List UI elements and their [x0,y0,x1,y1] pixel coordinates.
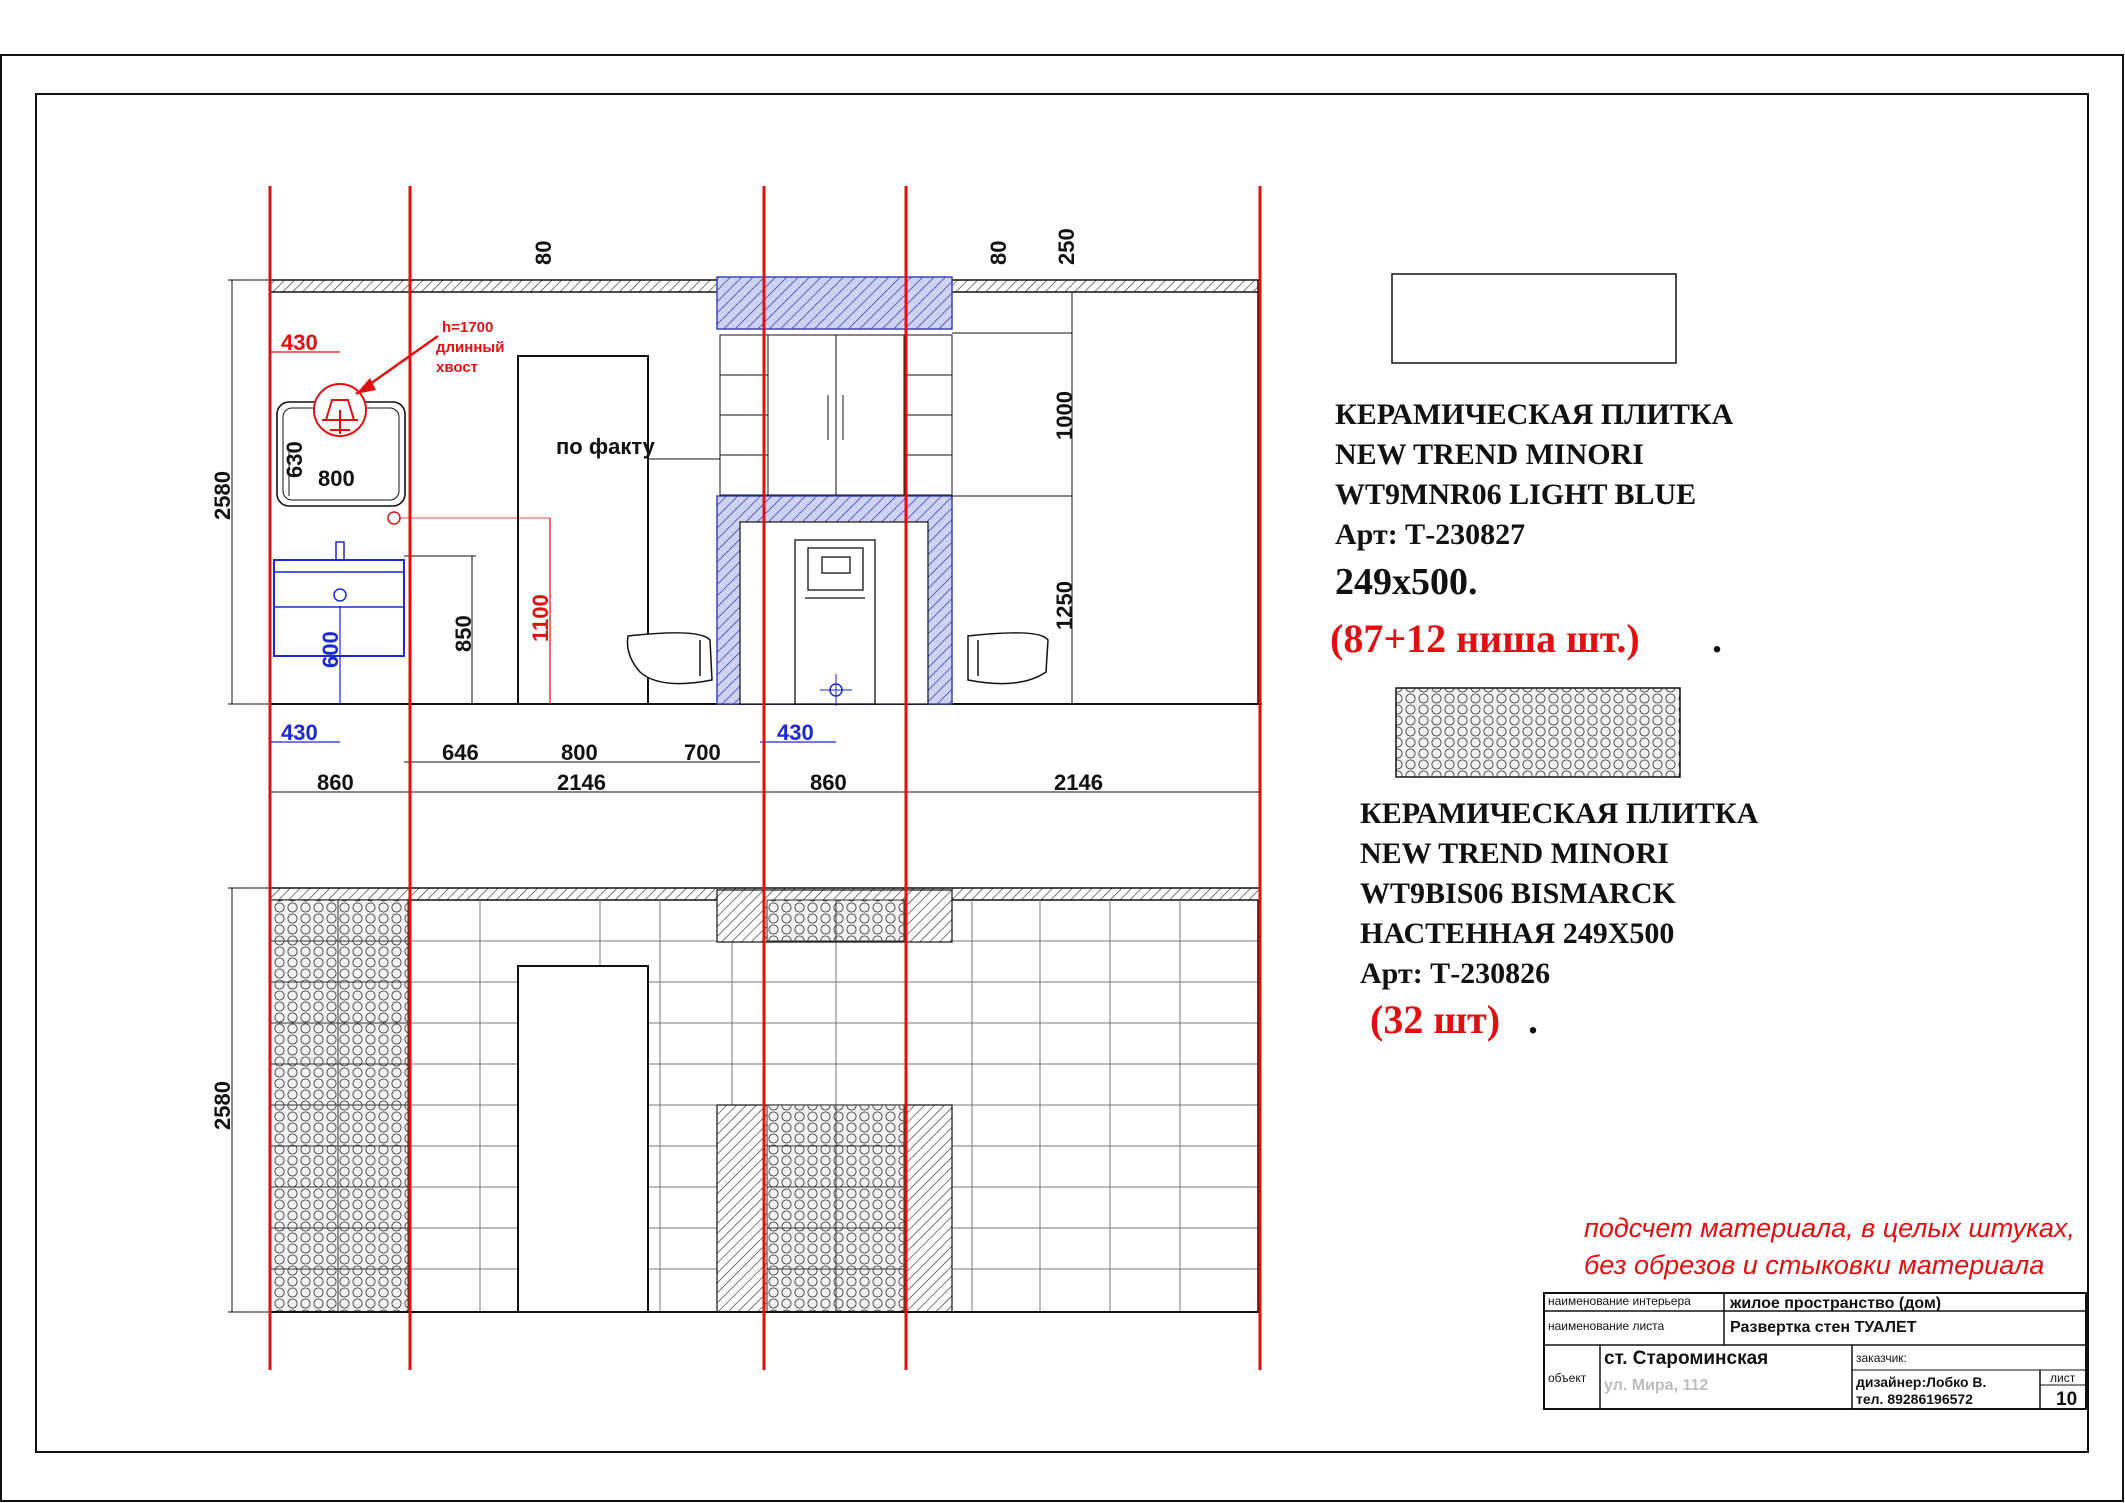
dim-1100: 1100 [528,594,553,642]
dim-700: 700 [684,740,721,765]
dim-800: 800 [561,740,598,765]
tile1-count: (87+12 ниша шт.) [1330,616,1640,661]
dim-646: 646 [442,740,479,765]
tile2-line3: WT9BIS06 BISMARCK [1360,877,1676,910]
tb-label-interior: наименование интерьера [1548,1294,1691,1308]
mixer-note-1: h=1700 [442,319,494,336]
tile2-line2: NEW TREND MINORI [1360,837,1669,870]
dim-blue-left: 430 [281,720,318,745]
dim-80-right: 80 [986,240,1011,265]
toilet-left [628,633,713,684]
mosaic-zone-left [270,900,408,1312]
tile2-dot: . [1528,997,1538,1042]
dim-height-bottom: 2580 [210,1081,235,1130]
dim-2146-b: 2146 [1054,770,1103,795]
dim-80-left: 80 [531,240,556,265]
niche-top [717,277,952,329]
dim-860-a: 860 [317,770,354,795]
tile-swatch-plain [1392,274,1676,363]
bottom-elevation [210,888,1260,1313]
tb-value-interior: жилое пространство (дом) [1730,1295,1942,1312]
tb-designer: дизайнер:Лобко В. [1856,1374,1987,1390]
mixer-note-2: длинный [436,339,505,356]
tile1-line3: WT9MNR06 LIGHT BLUE [1335,478,1697,511]
tile2-line1: КЕРАМИЧЕСКАЯ ПЛИТКА [1360,797,1759,830]
tile-legend-1 [1330,398,1734,661]
top-elevation [210,228,1262,795]
dim-mirror-h: 630 [282,441,307,478]
note-line2: без обрезов и стыковки материала [1584,1250,2045,1280]
tb-list-no: 10 [2056,1389,2078,1410]
tile1-line1: КЕРАМИЧЕСКАЯ ПЛИТКА [1335,398,1734,431]
tb-value-object: ст. Староминская [1604,1348,1769,1369]
tb-value-sheet: Развертка стен ТУАЛЕТ [1730,1319,1917,1336]
tile1-size: 249х500. [1335,561,1478,603]
mixer-note-3: хвост [436,359,479,376]
dim-blue-mid: 430 [777,720,814,745]
dim-1000: 1000 [1052,391,1077,440]
tile2-line4: НАСТЕННАЯ 249Х500 [1360,917,1675,950]
tile1-dot: . [1712,616,1722,661]
tile-swatch-mosaic [1396,688,1680,777]
dim-1250: 1250 [1052,581,1077,630]
dim-vanity-h: 850 [451,615,476,652]
note-line1: подсчет материала, в целых штуках, [1584,1213,2075,1243]
socket-icon [388,512,400,524]
title-block [1544,1293,2086,1410]
tb-phone: тел. 89286196572 [1856,1391,1973,1407]
shelves [720,335,952,495]
toilet-right [968,633,1048,684]
tb-value-address: ул. Мира, 112 [1604,1377,1709,1394]
dim-mirror-offset: 430 [281,330,318,355]
dim-height-top: 2580 [210,471,235,520]
tb-label-object: объект [1548,1371,1587,1385]
dim-600: 600 [318,631,343,668]
wc-installation [795,540,875,704]
tb-label-list: лист [2050,1371,2076,1385]
dim-860-b: 860 [810,770,847,795]
label-po-faktu: по факту [556,434,655,459]
tile1-line4: Арт: Т-230827 [1335,518,1526,551]
tile2-line5: Арт: Т-230826 [1360,957,1551,990]
dim-mirror-w: 800 [318,466,355,491]
red-guides [270,186,1260,1370]
dim-250: 250 [1054,228,1079,265]
tile1-line2: NEW TREND MINORI [1335,438,1644,471]
dim-2146-a: 2146 [557,770,606,795]
tile2-count: (32 шт) [1370,997,1501,1042]
tb-label-sheet: наименование листа [1548,1319,1665,1333]
tile-legend-2 [1360,797,1759,1042]
tb-label-customer: заказчик: [1856,1351,1907,1365]
